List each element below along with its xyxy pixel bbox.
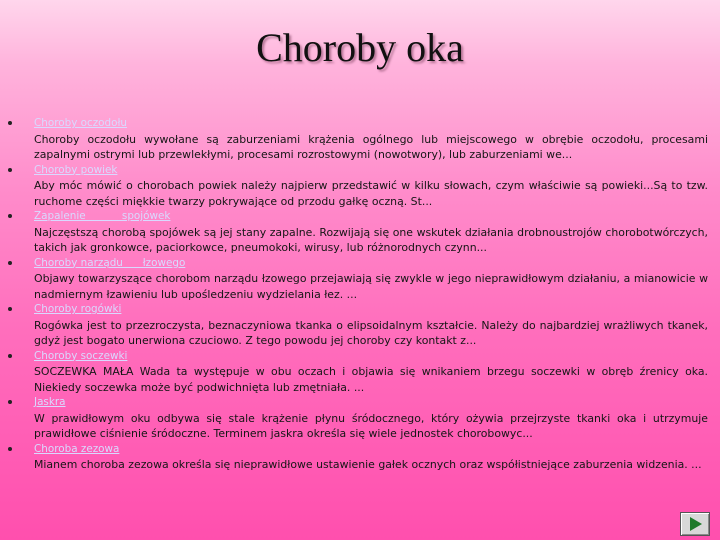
link-orbit-diseases[interactable]: Choroby oczodołu (34, 117, 128, 129)
item-description: W prawidłowym oku odbywa się stale krążenie płynu śródocznego, który ożywia przejrzyste tkanki oka i utrzymuje prawidłowe ciśnienie śródoczne. Terminem jaskra określa się wiele jednostek chorobowyc... (34, 411, 708, 440)
item-description: Mianem choroba zezowa określa się nieprawidłowe ustawienie gałek ocznych oraz współistniejące zaburzenia widzenia. ... (34, 458, 702, 471)
item-description: Rogówka jest to przezroczysta, beznaczyniowa tkanka o elipsoidalnym kształcie. Należy do najbardziej wrażliwych tkanek, gdyż jest bogato unerwiona czuciowo. Z tego powodu jej choroby czy kontakt z... (34, 318, 708, 347)
list-item-orbit (8, 116, 708, 163)
link-cornea-diseases[interactable]: Choroby rogówki (34, 303, 122, 315)
link-eyelid-diseases[interactable]: Choroby powiek (34, 163, 118, 176)
bullet-icon (8, 121, 12, 125)
bullet-icon (8, 354, 12, 358)
bullet-icon (8, 400, 12, 404)
item-description: Objawy towarzyszące chorobom narządu łzowego przejawiają się zwykle w jego nieprawidłowym działaniu, a mianowicie w nadmiernym łzawieniu lub upośledzeniu wydzielania łez. ... (34, 272, 708, 301)
item-description: SOCZEWKA MAŁA Wada ta występuje w obu oczach i objawia się wnikaniem brzegu soczewki w obręb źrenicy oka. Niekiedy soczewka może być podwichnięta lub zmętniała. ... (34, 365, 708, 394)
list-item-lens (8, 349, 708, 396)
link-lens-diseases[interactable]: Choroby soczewki (34, 349, 128, 362)
list-item-eyelids (8, 163, 708, 210)
list-item-conjunctiva (8, 209, 708, 256)
link-glaucoma[interactable]: Jaskra (34, 396, 66, 408)
bullet-icon (8, 168, 12, 172)
bullet-icon (8, 261, 12, 265)
next-slide-button[interactable] (680, 512, 710, 536)
item-description: Aby móc mówić o chorobach powiek należy najpierw przedstawić w kilku słowach, czym właściwie są powieki...Są to tzw. ruchome części miękkie twarzy pokrywające od przodu gałkę oczną. St... (34, 179, 708, 208)
bullet-icon (8, 214, 12, 218)
bullet-icon (8, 307, 12, 311)
list-item-cornea (8, 302, 708, 349)
disease-list (8, 116, 708, 473)
link-lacrimal-diseases[interactable]: Choroby narządu łzowego (34, 256, 186, 269)
play-arrow-icon (690, 517, 702, 531)
item-description: Choroby oczodołu wywołane są zaburzeniami krążenia ogólnego lub miejscowego w obrębie oczodołu, procesami zapalnymi ostrymi lub przewlekłymi, procesami rozrostowymi (nowotwory), lub zaburzeniami we... (34, 132, 708, 161)
list-item-glaucoma (8, 395, 708, 442)
bullet-icon (8, 447, 12, 451)
list-item-lacrimal (8, 256, 708, 303)
link-conjunctivitis[interactable]: Zapalenie spojówek (34, 210, 171, 222)
page-title: Choroby oka (256, 25, 464, 70)
link-strabismus[interactable]: Choroba zezowa (34, 442, 120, 455)
item-description: Najczęstszą chorobą spojówek są jej stany zapalne. Rozwijają się one wskutek działania drobnoustrojów chorobotwórczych, takich jak gronkowce, paciorkowce, pneumokoki, wirusy, lub różnorodnych czynn... (34, 225, 708, 254)
list-item-strabismus (8, 442, 708, 473)
